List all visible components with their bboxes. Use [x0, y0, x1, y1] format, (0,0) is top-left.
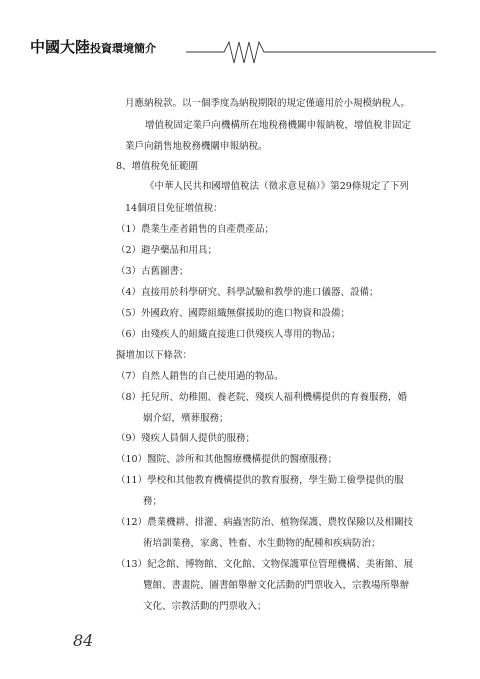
body-line: 14個項目免征增值稅： [125, 203, 223, 214]
body-line: （9）殘疾人員個人提供的服務； [116, 433, 256, 444]
body-line: （12）農業機耕、排灌、病蟲害防治、植物保護、農牧保險以及相關技 [116, 517, 414, 528]
body-line: 文化、宗教活動的門票收入； [143, 601, 267, 612]
body-line: （4）直接用於科學研究、科學試驗和教學的進口儀器、設備； [116, 287, 379, 298]
header-heartbeat-line [0, 30, 480, 70]
body-line: 姻介紹，殯葬服務； [143, 413, 229, 424]
body-line: 月應納稅款。以一個季度為納稅期限的規定僅適用於小規模納稅人。 [125, 98, 411, 109]
body-line: 《中華人民共和國增值稅法（徵求意見稿）》第29條規定了下列 [145, 181, 409, 192]
header-title-sub: 投資環境簡介 [90, 42, 157, 55]
body-line: 務； [143, 496, 163, 507]
page-number: 84 [73, 631, 94, 650]
body-line: 增值稅固定業戶向機構所在地稅務機關申報納稅，增值稅非固定 [145, 120, 412, 131]
body-line: 8、增值稅免征範圍 [116, 161, 199, 172]
body-line: 術培訓業務，家禽、牲畜、水生動物的配種和疾病防治； [143, 538, 381, 549]
header-title-main: 中國大陸 [30, 38, 91, 56]
body-line: （3）古舊圖書； [116, 266, 189, 277]
body-line: 擬增加以下條款： [116, 350, 193, 361]
body-line: 覽館、書畫院、圖書館舉辦文化活動的門票收入，宗教場所舉辦 [143, 580, 410, 591]
body-line: （11）學校和其他教育機構提供的教育服務，學生勤工儉學提供的服 [116, 475, 404, 486]
body-line: （1）農業生產者銷售的自產農產品； [116, 224, 275, 235]
body-line: （10）醫院、診所和其他醫療機構提供的醫療服務； [116, 454, 338, 465]
body-line: （2）避孕藥品和用具； [116, 245, 218, 256]
body-line: （5）外國政府、國際組織無償援助的進口物資和設備； [116, 308, 351, 319]
body-line: （7）自然人銷售的自己使用過的物品。 [116, 371, 284, 382]
body-line: （13）紀念館、博物館、文化館、文物保護單位管理機構、美術館、展 [116, 559, 414, 570]
body-line: （6）由殘疾人的組織直接進口供殘疾人專用的物品； [116, 329, 341, 340]
body-line: （8）托兒所、幼稚園、養老院、殘疾人福利機構提供的育養服務，婚 [116, 392, 408, 403]
body-line: 業戶向銷售地稅務機關申報納稅。 [125, 141, 268, 152]
